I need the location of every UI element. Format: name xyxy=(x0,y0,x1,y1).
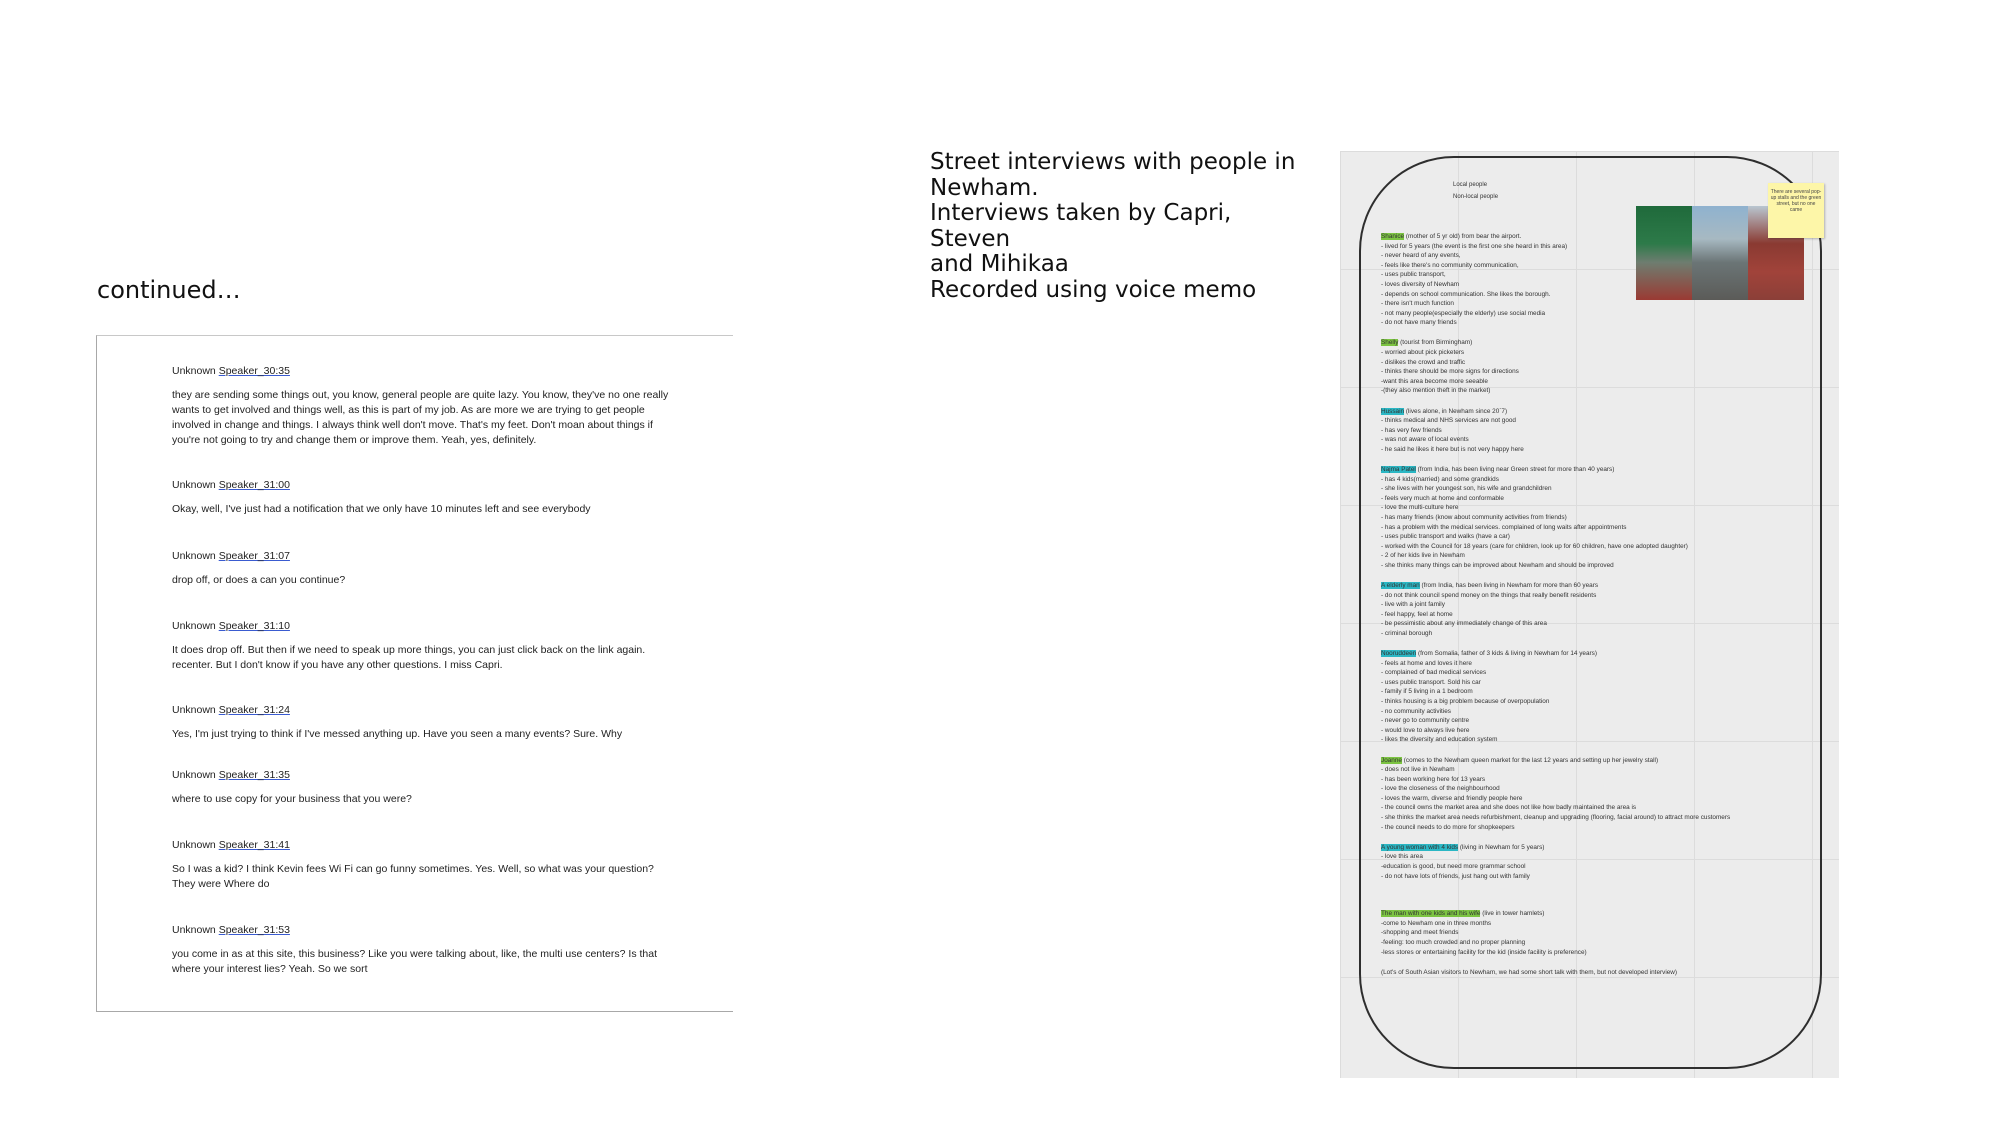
interviewee-info: (lives alone, in Newham since 20`7) xyxy=(1404,407,1508,415)
interviewee-info: (from India, has been living in Newham for more than 60 years xyxy=(1419,582,1599,589)
transcript-text: Yes, I'm just trying to think if I've messed anything up. Have you seen a many events? Sure. Why xyxy=(172,728,623,740)
note-line: - do not have many friends xyxy=(1381,319,1457,327)
note-line: - she thinks the market area needs refurbishment, cleanup and upgrading (flooring, facial around) to attract more customers xyxy=(1381,814,1731,822)
sticky-note: There are several pop-up stalls and the green street, but no one came xyxy=(1768,183,1824,238)
timestamp: Speaker_31:10 xyxy=(218,620,290,632)
interviewee-name: Hussain xyxy=(1381,407,1405,415)
note-line: - likes the diversity and education system xyxy=(1381,736,1498,744)
note-line: - was not aware of local events xyxy=(1381,436,1469,444)
note-line: - uses public transport and walks (have a car) xyxy=(1381,533,1510,541)
note-line: -less stores or entertaining facility for the kid (inside facility is preference) xyxy=(1381,948,1587,956)
interviewee-info: (comes to the Newham queen market for the last 12 years and setting up her jewelry stall) xyxy=(1401,756,1659,764)
note-line: - worked with the Council for 18 years (care for children, look up for 60 children, have one adopted daughter) xyxy=(1381,542,1688,550)
transcript-entry xyxy=(172,478,672,517)
transcript-panel xyxy=(96,335,733,1012)
speaker-header xyxy=(172,923,672,938)
title-line: Newham. xyxy=(930,174,1039,201)
note-line: - has 4 kids(married) and some grandkids xyxy=(1381,475,1499,483)
interviewee-name: A elderly man xyxy=(1381,582,1420,589)
note-line: - do not think council spend money on the things that really benefit residents xyxy=(1381,591,1597,599)
speaker-header xyxy=(172,768,672,783)
speaker-header xyxy=(172,703,672,718)
speaker-header xyxy=(172,619,672,634)
note-line: - feel happy, feel at home xyxy=(1381,610,1453,618)
note-line: - live with a joint family xyxy=(1381,601,1445,609)
interviewee-name: A young woman with 4 kids xyxy=(1381,843,1459,851)
speaker-name: Unknown xyxy=(172,550,216,562)
note-line: - feels at home and loves it here xyxy=(1381,659,1472,667)
speaker-header xyxy=(172,478,672,493)
note-line: - never go to community centre xyxy=(1381,717,1470,725)
interviewee-group xyxy=(1381,909,1801,957)
interviewee-group xyxy=(1381,843,1801,881)
interviewee-heading xyxy=(1381,407,1801,417)
note-line: - complained of bad medical services xyxy=(1381,669,1487,677)
title-line: Interviews taken by Capri, Steven xyxy=(930,200,1232,252)
interviewee-heading xyxy=(1381,465,1801,475)
transcript-text: they are sending some things out, you know, general people are quite lazy. You know, they've no one really wants to get involved and things well, as this is part of my job. As are more we are trying to get people involved in change and things. I always think well don't move. That's my feet. Don't moan about things if you're not going to try and change them or improve them. Yeah, yes, definitely. xyxy=(172,389,669,446)
note-line: - the council owns the market area and she does not like how badly maintained the area is xyxy=(1381,804,1637,812)
speaker-name: Unknown xyxy=(172,839,216,851)
transcript-entry xyxy=(172,619,672,673)
note-line: - be pessimistic about any immediately change of this area xyxy=(1381,620,1547,628)
note-line: -come to Newham one in three months xyxy=(1381,919,1492,927)
transcript-entry xyxy=(172,364,672,448)
note-line: - family if 5 living in a 1 bedroom xyxy=(1381,688,1473,696)
interviewee-info: (from Somalia, father of 3 kids & living in Newham for 14 years) xyxy=(1416,650,1597,658)
timestamp: Speaker_31:41 xyxy=(218,839,290,851)
note-line: - does not live in Newham xyxy=(1381,766,1455,774)
interviewee-heading xyxy=(1381,909,1801,919)
interviewee-name: Najma Patel xyxy=(1381,465,1416,473)
interviewee-group xyxy=(1381,581,1801,639)
transcript-entry xyxy=(172,549,672,588)
legend xyxy=(1453,179,1498,203)
transcript-text: So I was a kid? I think Kevin fees Wi Fi can go funny sometimes. Yes. Well, so what was your question? They were Where do xyxy=(172,863,654,890)
interviewee-group xyxy=(1381,232,1801,328)
interviewee-name: Joanne xyxy=(1381,756,1402,764)
interviewee-heading xyxy=(1381,843,1801,853)
interviewee-heading xyxy=(1381,232,1801,242)
note-line: - has a problem with the medical services. complained of long waits after appointments xyxy=(1381,523,1627,531)
note-line: - never heard of any events, xyxy=(1381,252,1461,260)
transcript-text: you come in as at this site, this business? Like you were talking about, like, the multi use centers? Is that where your interest lies? Yeah. So we sort xyxy=(172,948,657,975)
note-line: -want this area become more seeable xyxy=(1381,377,1488,385)
note-line: - would love to always live here xyxy=(1381,726,1470,734)
note-line: - love the multi-culture here xyxy=(1381,504,1459,512)
interviewee-group xyxy=(1381,649,1801,745)
timestamp: Speaker_30:35 xyxy=(218,365,290,377)
speaker-name: Unknown xyxy=(172,924,216,936)
transcript-entry xyxy=(172,838,672,892)
note-line: - do not have lots of friends, just hang out with family xyxy=(1381,872,1530,880)
transcript-text: Okay, well, I've just had a notification that we only have 10 minutes left and see everybody xyxy=(172,503,591,515)
note-line: -shopping and meet friends xyxy=(1381,929,1459,937)
note-line: - love this area xyxy=(1381,853,1423,861)
interviewee-name: The man with one kids and his wife xyxy=(1381,910,1481,918)
interviewee-group xyxy=(1381,465,1801,571)
interviewee-heading xyxy=(1381,581,1801,591)
note-line: - there isn't much function xyxy=(1381,300,1454,308)
note-line: - has many friends (know about community activities from friends) xyxy=(1381,513,1567,521)
title-line: Recorded using voice memo xyxy=(930,276,1257,303)
note-line: - uses public transport, xyxy=(1381,271,1446,279)
note-line: - has very few friends xyxy=(1381,426,1442,434)
speaker-name: Unknown xyxy=(172,479,216,491)
note-line: - the council needs to do more for shopkeepers xyxy=(1381,823,1515,831)
note-line: - has been working here for 13 years xyxy=(1381,775,1486,783)
speaker-header xyxy=(172,549,672,564)
legend-local: Local people xyxy=(1453,182,1488,188)
note-line: - loves diversity of Newham xyxy=(1381,280,1460,288)
interviewee-heading xyxy=(1381,338,1801,348)
timestamp: Speaker_31:00 xyxy=(218,479,290,491)
interviewee-info: (live in tower hamlets) xyxy=(1480,910,1545,918)
note-line: - uses public transport. Sold his car xyxy=(1381,678,1481,686)
interview-notes xyxy=(1381,232,1801,977)
note-line: - worried about pick picketers xyxy=(1381,349,1465,357)
title-line: Street interviews with people in xyxy=(930,149,1296,175)
note-line: - feels very much at home and conformable xyxy=(1381,494,1504,502)
timestamp: Speaker_31:24 xyxy=(218,704,290,716)
interviewee-heading xyxy=(1381,756,1801,766)
interviewee-name: Shelly xyxy=(1381,339,1399,347)
note-line: - he said he likes it here but is not very happy here xyxy=(1381,445,1524,453)
title-line: and Mihikaa xyxy=(930,251,1069,277)
note-line: - thinks there should be more signs for directions xyxy=(1381,368,1519,376)
interviewee-info: (from India, has been living near Green street for more than 40 years) xyxy=(1415,465,1615,473)
speaker-header xyxy=(172,838,672,853)
transcript-text: drop off, or does a can you continue? xyxy=(172,574,346,586)
note-line: - thinks medical and NHS services are not good xyxy=(1381,417,1516,425)
legend-nonlocal: Non-local people xyxy=(1453,194,1499,200)
note-line: -feeling: too much crowded and no proper planning xyxy=(1381,938,1526,946)
interviewee-group xyxy=(1381,407,1801,455)
interviewee-name: Shanice xyxy=(1381,233,1405,240)
note-line: - dislikes the crowd and traffic xyxy=(1381,358,1466,366)
timestamp: Speaker_31:35 xyxy=(218,769,290,781)
note-line: - love the closeness of the neighbourhood xyxy=(1381,785,1500,793)
interviewee-info: (living in Newham for 5 years) xyxy=(1458,843,1545,851)
notes-board xyxy=(1340,151,1839,1078)
speaker-name: Unknown xyxy=(172,769,216,781)
note-line: - criminal borough xyxy=(1381,629,1433,637)
continued-label: continued… xyxy=(97,276,241,304)
transcript-entry xyxy=(172,768,672,807)
speaker-name: Unknown xyxy=(172,704,216,716)
transcript-text: It does drop off. But then if we need to speak up more things, you can just click back on the link again. recenter. But I don't know if you have any other questions. I miss Capri. xyxy=(172,644,646,671)
note-line: - lived for 5 years (the event is the first one she heard in this area) xyxy=(1381,242,1568,250)
speaker-name: Unknown xyxy=(172,620,216,632)
note-line: - feels like there's no community communication, xyxy=(1381,261,1519,269)
note-line: - depends on school communication. She likes the borough. xyxy=(1381,290,1551,298)
interviewee-info: (tourist from Birmingham) xyxy=(1398,339,1473,347)
note-line: - not many people(especially the elderly) use social media xyxy=(1381,309,1546,317)
timestamp: Speaker_31:07 xyxy=(218,550,290,562)
speaker-header xyxy=(172,364,672,379)
transcript-entry xyxy=(172,703,672,742)
note-line: - no community activities xyxy=(1381,707,1451,715)
speaker-name: Unknown xyxy=(172,365,216,377)
note-line: - she thinks many things can be improved about Newham and should be improved xyxy=(1381,561,1614,569)
interviewee-info: (mother of 5 yr old) from bear the airport. xyxy=(1404,233,1522,240)
note-line: -education is good, but need more grammar school xyxy=(1381,862,1526,870)
transcript-text: where to use copy for your business that you were? xyxy=(172,793,412,805)
note-line: -(they also mention theft in the market) xyxy=(1381,387,1491,395)
interviewee-name: Nooruddeen xyxy=(1381,650,1417,658)
note-line: - she lives with her youngest son, his wife and grandchildren xyxy=(1381,485,1552,493)
transcript-entry xyxy=(172,923,672,977)
slide-title xyxy=(930,150,1310,303)
footnote: (Lot's of South Asian visitors to Newham, we had some short talk with them, but not developed interview) xyxy=(1381,968,1678,976)
timestamp: Speaker_31:53 xyxy=(218,924,290,936)
note-line: - 2 of her kids live in Newham xyxy=(1381,552,1465,560)
interviewee-heading xyxy=(1381,649,1801,659)
note-line: - thinks housing is a big problem because of overpopulation xyxy=(1381,698,1550,706)
interviewee-group xyxy=(1381,338,1801,396)
note-line: - loves the warm, diverse and friendly people here xyxy=(1381,794,1523,802)
interviewee-group xyxy=(1381,756,1801,833)
